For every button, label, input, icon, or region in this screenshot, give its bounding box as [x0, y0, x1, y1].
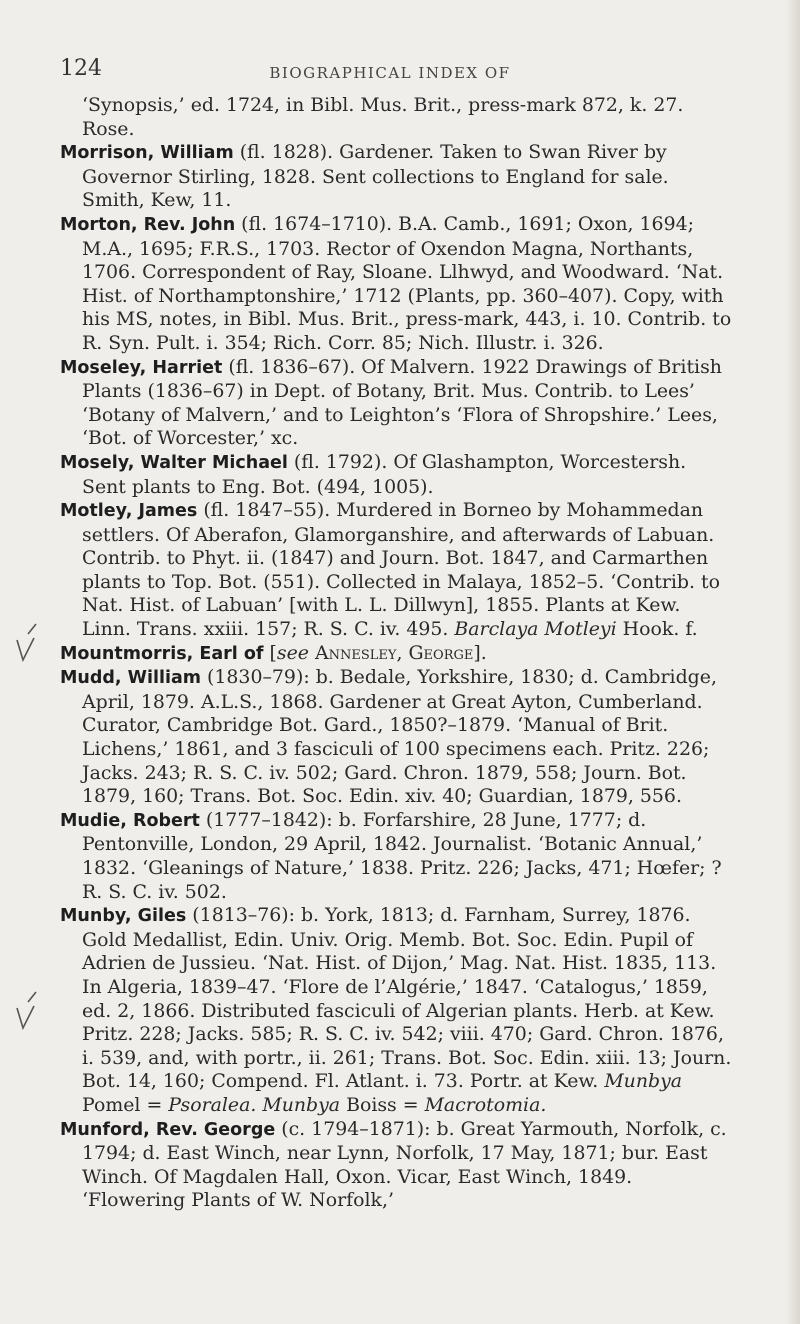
index-body: [60, 94, 732, 1213]
entry-italic: Munbya: [604, 1070, 683, 1093]
index-entry: [60, 666, 732, 809]
entry-text: (fl. 1674–1710). B.A. Camb., 1691; Oxon, 1694; M.A., 1695; F.R.S., 1703. Rector of Oxendon Magna, Northants, 1706. Correspondent of Ray, Sloane. Llhwyd, and Woodward. ‘Nat. Hist. of Northamptonshire,’ 1712 (Plants, pp. 360–407). Copy, with his MS, notes, in Bibl. Mus. Brit., press-mark, 443, i. 10. Contrib. to R. Syn. Pult. i. 354; Rich. Corr. 85; Nich. Illustr. i. 326.: [82, 212, 732, 354]
entry-text: (fl. 1828). Gardener. Taken to Swan River by Governor Stirling, 1828. Sent collections to England for sale. Smith, Kew, 11.: [82, 141, 669, 212]
entry-text: (fl. 1792). Of Glashampton, Worcestersh. Sent plants to Eng. Bot. (494, 1005).: [82, 450, 687, 498]
entry-text: (fl. 1847–55). Murdered in Borneo by Mohammedan settlers. Of Aberafon, Glamorganshire, and afterwards of Labuan. Contrib. to Phyt. ii. (1847) and Journ. Bot. 1847, and Carmarthen plants to Top. Bot. (551). Collected in Malaya, 1852–5. ‘Contrib. to Nat. Hist. of Labuan’ [with L. L. Dillwyn], 1855. Plants at Kew. Linn. Trans. xxiii. 157; R. S. C. iv. 495.: [82, 499, 720, 641]
index-entry: [60, 904, 732, 1117]
index-entry: [60, 1118, 732, 1213]
index-entry: [60, 213, 732, 356]
index-entry: [60, 356, 732, 451]
entry-text: [: [263, 641, 277, 664]
entry-tail: Boiss =: [340, 1093, 425, 1116]
entry-headword: Mountmorris, Earl of: [60, 643, 264, 664]
entry-headword: Mudd, William: [60, 668, 202, 689]
entry-cross-reference: Annesley, George: [314, 641, 474, 664]
entry-text: (c. 1794–1871): b. Great Yarmouth, Norfolk, c. 1794; d. East Winch, near Lynn, Norfolk, 17 May, 1871; bur. East Winch. Of Magdalen Hall, Oxon. Vicar, East Winch, 1849. ‘Flowering Plants of W. Norfolk,’: [82, 1117, 727, 1212]
pencil-tick-mark: [14, 620, 40, 664]
index-entry: [60, 94, 732, 141]
entry-text: (1830–79): b. Bedale, Yorkshire, 1830; d. Cambridge, April, 1879. A.L.S., 1868. Gardener at Great Ayton, Cumberland. Curator, Cambridge Bot. Gard., 1850?–1879. ‘Manual of Brit. Lichens,’ 1861, and 3 fasciculi of 100 specimens each. Pritz. 226; Jacks. 243; R. S. C. iv. 502; Gard. Chron. 1879, 558; Journ. Bot. 1879, 160; Trans. Bot. Soc. Edin. xiv. 40; Guardian, 1879, 556.: [82, 666, 717, 808]
entry-headword: Mosely, Walter Michael: [60, 452, 288, 473]
index-entry: [60, 141, 732, 213]
index-entry: [60, 499, 732, 642]
page-edge: [786, 0, 800, 1324]
entry-italic: Psoralea. Munbya: [168, 1093, 341, 1116]
entry-text: ‘Synopsis,’ ed. 1724, in Bibl. Mus. Brit., press-mark 872, k. 27. Rose.: [82, 94, 684, 140]
entry-italic: see: [276, 641, 309, 664]
entry-tail: Hook. f.: [616, 618, 698, 641]
entry-italic: Barclaya Motleyi: [454, 618, 617, 641]
index-entry: [60, 809, 732, 904]
entry-headword: Moseley, Harriet: [60, 357, 223, 378]
entry-text: (fl. 1836–67). Of Malvern. 1922 Drawings of British Plants (1836–67) in Dept. of Botany, Brit. Mus. Contrib. to Lees’ ‘Botany of Malvern,’ and to Leighton’s ‘Flora of Shropshire.’ Lees, ‘Bot. of Worcester,’ xc.: [82, 355, 722, 450]
entry-headword: Motley, James: [60, 501, 198, 522]
running-head: BIOGRAPHICAL INDEX OF: [269, 64, 511, 82]
entry-tail: Pomel =: [82, 1093, 169, 1116]
entry-text: (1813–76): b. York, 1813; d. Farnham, Surrey, 1876. Gold Medallist, Edin. Univ. Orig. Memb. Bot. Soc. Edin. Pupil of Adrien de Jussieu. ‘Nat. Hist. of Dijon,’ Mag. Nat. Hist. 1835, 113. In Algeria, 1839–47. ‘Flore de l’Algérie,’ 1847. ‘Catalogus,’ 1859, ed. 2, 1866. Distributed fasciculi of Algerian plants. Herb. at Kew. Pritz. 228; Jacks. 585; R. S. C. iv. 542; viii. 470; Gard. Chron. 1876, i. 539, and, with portr., ii. 261; Trans. Bot. Soc. Edin. xiii. 13; Journ. Bot. 14, 160; Compend. Fl. Atlant. i. 73. Portr. at Kew.: [82, 904, 732, 1093]
entry-headword: Munby, Giles: [60, 906, 187, 927]
pencil-tick-mark: [14, 988, 40, 1032]
page-header: [60, 56, 720, 84]
entry-headword: Morton, Rev. John: [60, 214, 236, 235]
entry-text: (1777–1842): b. Forfarshire, 28 June, 1777; d. Pentonville, London, 29 April, 1842. Journalist. ‘Botanic Annual,’ 1832. ‘Gleanings of Nature,’ 1838. Pritz. 226; Jacks, 471; Hœfer; ? R. S. C. iv. 502.: [82, 808, 722, 903]
entry-headword: Munford, Rev. George: [60, 1119, 276, 1140]
entry-headword: Morrison, William: [60, 143, 234, 164]
index-entry: [60, 642, 732, 667]
index-entry: [60, 451, 732, 499]
entry-tail: ].: [473, 641, 487, 664]
entry-italic: Macrotomia.: [424, 1093, 547, 1116]
entry-headword: Mudie, Robert: [60, 810, 200, 831]
page-number: 124: [60, 56, 102, 81]
